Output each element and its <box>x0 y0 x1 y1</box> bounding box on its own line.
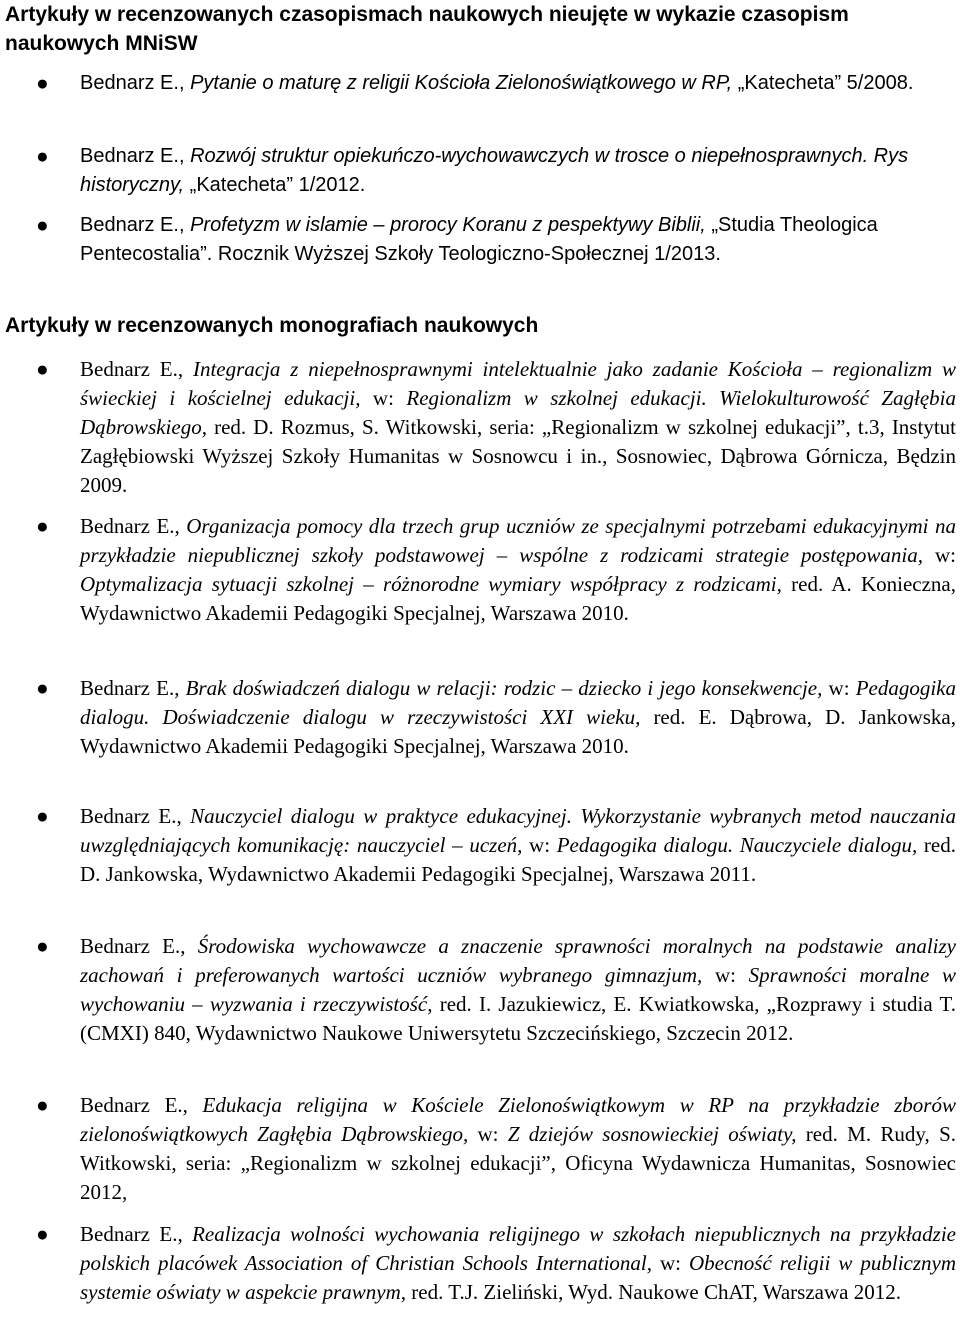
entry-text-segment: „Katecheta” 1/2012. <box>184 174 366 197</box>
entry-text-segment: Bednarz E., <box>80 934 198 958</box>
bullet-icon: ● <box>36 71 49 95</box>
list-item <box>80 1091 956 1207</box>
entry-text-segment: red. I. Jazukiewicz, E. Kwiatkowska, „Rozprawy i studia T. (CMXI) 840, Wydawnictwo Naukowe Uniwersytetu Szczecińskiego, Szczecin 2012. <box>80 992 956 1046</box>
section-heading-journals: Artykuły w recenzowanych czasopismach naukowych nieujęte w wykazie czasopism naukowych MNiSW <box>5 3 849 55</box>
entry-text-segment: Bednarz E., <box>80 214 191 236</box>
list-item <box>80 211 956 269</box>
entry-text-segment: Obecność religii w publicznym systemie oświaty w aspekcie prawnym, <box>80 1251 957 1305</box>
bullet-icon: ● <box>36 676 49 700</box>
entry-text-segment: Pytanie o maturę z religii Kościoła Zielonoświątkowego w RP, <box>190 72 733 94</box>
entry-text-segment: Nauczyciel dialogu w praktyce edukacyjnej. Wykorzystanie wybranych metod nauczania uwzględniających komunikację: nauczyciel – uczeń, <box>80 804 956 858</box>
entry-text-segment: Bednarz E., <box>80 1093 203 1117</box>
entry-text-segment: Brak doświadczeń dialogu w relacji: rodzic – dziecko i jego konsekwencje, <box>185 676 823 700</box>
entry-text-segment: Realizacja wolności wychowania religijnego w szkołach niepublicznych na przykładzie polskich placówek Association of Christian Schools International, <box>80 1222 956 1276</box>
entry-text-segment: „Studia Theologica Pentecostalia”. Rocznik Wyższej Szkoły Teologiczno-Społecznej 1/2013. <box>80 214 878 266</box>
list-item <box>80 355 956 500</box>
entry-text-segment: red. E. Dąbrowa, D. Jankowska, Wydawnictwo Akademii Pedagogiki Specjalnej, Warszawa 2010. <box>80 705 956 759</box>
entry-text-segment: red. T.J. Zieliński, Wyd. Naukowe ChAT, Warszawa 2012. <box>406 1280 901 1305</box>
entry-text-segment: Bednarz E., <box>80 804 191 828</box>
entry-text-segment: Regionalizm w szkolnej edukacji. Wielokulturowość Zagłębia Dąbrowskiego, <box>80 386 957 440</box>
list-item <box>80 932 956 1048</box>
entry-text-segment: Bednarz E., <box>80 1222 193 1246</box>
section-heading-monographs: Artykuły w recenzowanych monografiach naukowych <box>5 314 539 337</box>
entry-text-segment: Bednarz E., <box>80 145 191 167</box>
entry-text-segment: Integracja z niepełnosprawnymi intelektualnie jako zadanie Kościoła – regionalizm w świeckiej i kościelnej edukacji, <box>80 357 957 411</box>
entry-text-segment: red. D. Jankowska, Wydawnictwo Akademii Pedagogiki Specjalnej, Warszawa 2011. <box>80 833 956 887</box>
entry-text-segment: Rozwój struktur opiekuńczo-wychowawczych w trosce o niepełnosprawnych. Rys historyczny, <box>80 145 909 197</box>
entry-text-segment: Pedagogika dialogu. Doświadczenie dialogu w rzeczywistości XXI wieku, <box>80 676 956 730</box>
list-item <box>80 802 956 889</box>
entry-text-segment: Bednarz E., <box>80 72 191 94</box>
bullet-icon: ● <box>36 804 49 828</box>
entry-text-segment: w: <box>822 676 856 700</box>
entry-text-segment: red. M. Rudy, S. Witkowski, seria: „Regionalizm w szkolnej edukacji”, Oficyna Wydawnicza Humanitas, Sosnowiec 2012, <box>80 1122 956 1205</box>
list-item <box>80 142 956 200</box>
bullet-icon: ● <box>36 1093 49 1117</box>
bullet-icon: ● <box>36 357 49 381</box>
entry-text-segment: Środowiska wychowawcze a znaczenie sprawności moralnych na podstawie analizy zachowań i preferowanych wartości uczniów wybranego gimnazjum, <box>80 934 956 988</box>
bullet-icon: ● <box>36 514 49 538</box>
list-item <box>80 674 956 761</box>
entry-text-segment: Sprawności moralne w wychowaniu – wyzwania i rzeczywistość, <box>80 963 957 1017</box>
entry-text-segment: w: <box>652 1251 689 1276</box>
entry-text-segment: w: <box>702 963 749 988</box>
entry-text-segment: „Katecheta” 5/2008. <box>732 72 914 94</box>
entry-text-segment: Bednarz E., <box>80 357 193 381</box>
entry-text-segment: Pedagogika dialogu. Nauczyciele dialogu, <box>556 833 918 858</box>
bullet-icon: ● <box>36 213 49 237</box>
entry-text-segment: w: <box>522 833 557 858</box>
entry-text-segment: Bednarz E., <box>80 676 186 700</box>
list-item <box>80 512 956 628</box>
entry-text-segment: w: <box>360 386 407 411</box>
entry-text-segment: red. D. Rozmus, S. Witkowski, seria: „Regionalizm w szkolnej edukacji”, t.3, Instytut Zagłębiowski Wyższej Szkoły Humanitas w Sosnowcu i in., Sosnowiec, Dąbrowa Górnicza, Będzin 2009. <box>80 415 956 498</box>
entry-text-segment: Z dziejów sosnowieckiej oświaty, <box>507 1122 797 1147</box>
entry-text-segment: w: <box>922 543 956 568</box>
entry-text-segment: Edukacja religijna w Kościele Zielonoświątkowym w RP na przykładzie zborów zielonoświątkowych Zagłębia Dąbrowskiego, <box>80 1093 956 1147</box>
bullet-icon: ● <box>36 934 49 958</box>
entry-text-segment: red. A. Konieczna, Wydawnictwo Akademii Pedagogiki Specjalnej, Warszawa 2010. <box>80 572 957 626</box>
list-item <box>80 69 956 98</box>
entry-text-segment: Profetyzm w islamie – prorocy Koranu z pespektywy Biblii, <box>190 214 706 236</box>
bullet-icon: ● <box>36 1222 49 1246</box>
bullet-icon: ● <box>36 144 49 168</box>
entry-text-segment: Bednarz E., <box>80 514 187 538</box>
entry-text-segment: Organizacja pomocy dla trzech grup uczniów ze specjalnymi potrzebami edukacyjnymi na przykładzie niepublicznej szkoły podstawowej – wspólne z rodzicami strategie postępowania, <box>80 514 956 568</box>
list-item <box>80 1220 956 1307</box>
entry-text-segment: w: <box>468 1122 508 1147</box>
entry-text-segment: Optymalizacja sytuacji szkolnej – różnorodne wymiary współpracy z rodzicami, <box>80 572 782 597</box>
